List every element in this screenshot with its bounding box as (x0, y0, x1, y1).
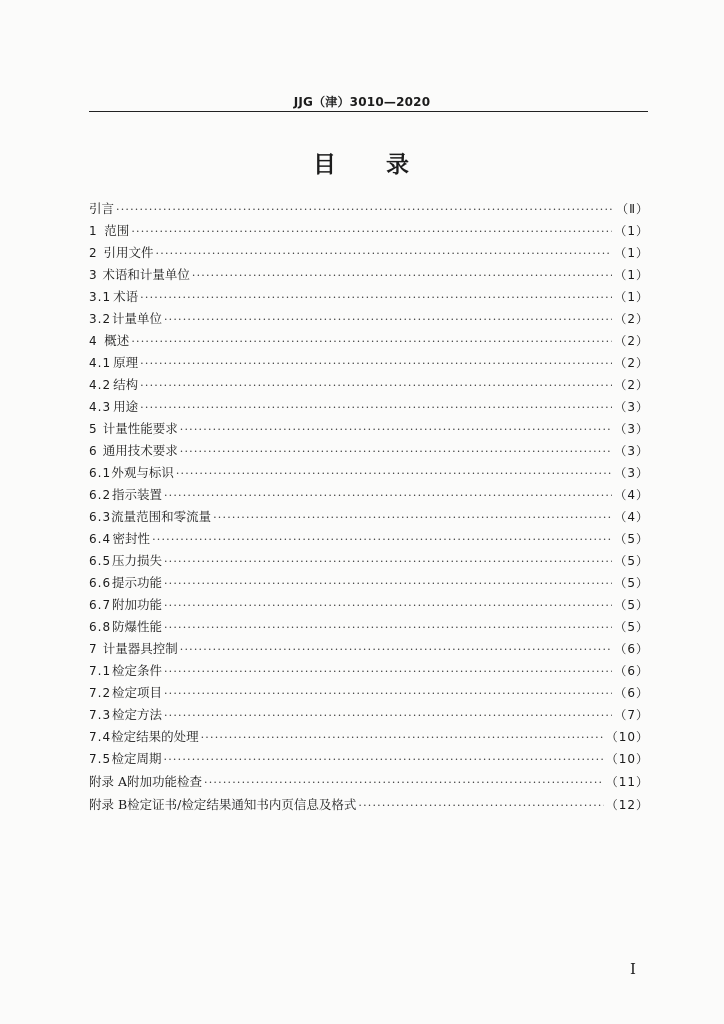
toc-entry-title: 附加功能检查 (127, 774, 203, 789)
toc-entry-page: （10） (605, 730, 649, 744)
toc-entry-page: （5） (614, 598, 649, 612)
toc-leader-dots (140, 287, 612, 309)
toc-entry-page: （5） (614, 554, 649, 568)
page-number: I (630, 960, 636, 978)
toc-entry-title: 检定周期 (111, 751, 162, 766)
toc-leader-dots (164, 595, 612, 617)
toc-entry[interactable] (89, 198, 649, 220)
toc-entry-page: （11） (605, 775, 649, 789)
toc-entry-number: 7.1 (89, 664, 112, 678)
toc-leader-dots (164, 683, 612, 705)
toc-entry[interactable] (89, 330, 649, 352)
toc-leader-dots (116, 199, 614, 221)
toc-entry-title: 引言 (89, 201, 115, 216)
toc-entry-number: 附录 B (89, 797, 128, 812)
toc-entry[interactable] (89, 594, 649, 616)
toc-entry-page: （1） (614, 290, 649, 304)
toc-entry[interactable] (89, 418, 649, 440)
document-header: JJG（津）3010—2020 (293, 95, 431, 109)
toc-leader-dots (156, 243, 613, 265)
toc-entry[interactable] (89, 352, 649, 374)
toc-entry-title: 检定证书/检定结果通知书内页信息及格式 (127, 797, 357, 812)
toc-entry-title: 防爆性能 (111, 619, 162, 634)
toc-entry-title: 计量性能要求 (102, 421, 178, 436)
toc-entry[interactable] (89, 242, 649, 264)
toc-entry-number: 4.1 (89, 356, 112, 370)
toc-entry-page: （2） (614, 356, 649, 370)
toc-entry-page: （6） (614, 642, 649, 656)
toc-entry[interactable] (89, 748, 649, 770)
toc-entry-page: （3） (614, 466, 649, 480)
toc-entry[interactable] (89, 704, 649, 726)
toc-entry-page: （Ⅱ） (616, 202, 649, 216)
toc-entry-title: 范围 (104, 223, 130, 238)
toc-entry-page: （12） (605, 798, 649, 812)
toc-entry-page: （1） (614, 224, 649, 238)
toc-entry[interactable] (89, 462, 649, 484)
toc-leader-dots (192, 265, 612, 287)
toc-entry-number: 7 (89, 642, 98, 656)
toc-entry[interactable] (89, 506, 649, 528)
toc-entry-page: （4） (614, 510, 649, 524)
toc-entry-title: 检定项目 (111, 685, 162, 700)
toc-leader-dots (164, 309, 612, 331)
toc-entry-number: 附录 A (89, 774, 128, 789)
toc-entry-page: （5） (614, 620, 649, 634)
toc-leader-dots (164, 705, 612, 727)
toc-entry-page: （3） (614, 422, 649, 436)
toc-entry-page: （5） (614, 576, 649, 590)
toc-leader-dots (152, 529, 612, 551)
toc-entry-title: 概述 (104, 333, 130, 348)
toc-leader-dots (180, 639, 613, 661)
toc-entry-page: （2） (614, 378, 649, 392)
toc-entry-page: （10） (605, 752, 649, 766)
toc-leader-dots (180, 441, 613, 463)
toc-entry-number: 2 (89, 246, 98, 260)
toc-entry-number: 3 (89, 268, 98, 282)
toc-entry-title: 计量单位 (111, 311, 162, 326)
toc-entry-title: 术语和计量单位 (102, 267, 190, 282)
toc-entry-number: 7.5 (89, 752, 112, 766)
toc-entry[interactable] (89, 638, 649, 660)
toc-entry-number: 6.7 (89, 598, 112, 612)
toc-leader-dots (140, 375, 612, 397)
toc-entry-title: 密封性 (112, 531, 151, 546)
toc-entry[interactable] (89, 440, 649, 462)
toc-entry-number: 6.3 (89, 510, 112, 524)
toc-entry[interactable] (89, 572, 649, 594)
toc-entry[interactable] (89, 660, 649, 682)
toc-entry-number: 1 (89, 224, 98, 238)
toc-entry[interactable] (89, 220, 649, 242)
toc-entry[interactable] (89, 484, 649, 506)
toc-entry-title: 计量器具控制 (102, 641, 178, 656)
toc-entry-number: 6.8 (89, 620, 112, 634)
toc-entry-page: （1） (614, 268, 649, 282)
toc-entry-title: 通用技术要求 (102, 443, 178, 458)
toc-entry-page: （3） (614, 400, 649, 414)
toc-leader-dots (204, 771, 604, 794)
toc-entry-number: 6.5 (89, 554, 112, 568)
toc-entry-title: 指示装置 (111, 487, 162, 502)
toc-leader-dots (131, 221, 612, 243)
toc-entry-number: 7.3 (89, 708, 112, 722)
toc-entry-title: 检定条件 (111, 663, 162, 678)
toc-entry-title: 用途 (113, 399, 139, 414)
toc-entry-title: 原理 (113, 355, 139, 370)
toc-leader-dots (201, 727, 604, 749)
toc-entry-title: 外观与标识 (111, 465, 174, 480)
toc-entry-title: 提示功能 (111, 575, 162, 590)
toc-entry-number: 6.1 (89, 466, 112, 480)
header-divider (89, 111, 648, 112)
page-title: 目 录 (312, 152, 411, 178)
toc-entry-title: 检定方法 (111, 707, 162, 722)
toc-entry-number: 6 (89, 444, 98, 458)
toc-entry-number: 4 (89, 334, 98, 348)
toc-leader-dots (176, 463, 613, 485)
toc-leader-dots (164, 551, 612, 573)
toc-entry-number: 6.4 (89, 532, 112, 546)
toc-leader-dots (164, 749, 604, 771)
toc-leader-dots (131, 331, 612, 353)
toc-leader-dots (180, 419, 613, 441)
toc-entry[interactable] (89, 550, 649, 572)
toc-leader-dots (164, 485, 612, 507)
toc-entry-title: 压力损失 (111, 553, 162, 568)
toc-entry-title: 引用文件 (103, 245, 154, 260)
toc-entry[interactable] (89, 682, 649, 704)
toc-entry-number: 3.1 (89, 290, 112, 304)
toc-leader-dots (140, 397, 612, 419)
toc-entry-page: （2） (614, 312, 649, 326)
toc-entry[interactable] (89, 770, 649, 793)
toc-entry-number: 6.2 (89, 488, 112, 502)
toc-entry-page: （1） (614, 246, 649, 260)
toc-entry-number: 4.2 (89, 378, 112, 392)
toc-entry-title: 术语 (113, 289, 139, 304)
toc-entry-number: 7.4 (89, 730, 112, 744)
table-of-contents (89, 198, 649, 816)
toc-entry-number: 7.2 (89, 686, 112, 700)
toc-entry-page: （5） (614, 532, 649, 546)
toc-entry[interactable] (89, 286, 649, 308)
toc-leader-dots (164, 661, 612, 683)
toc-entry[interactable] (89, 308, 649, 330)
toc-entry[interactable] (89, 793, 649, 816)
toc-entry-number: 3.2 (89, 312, 112, 326)
toc-entry-page: （3） (614, 444, 649, 458)
toc-entry-number: 5 (89, 422, 98, 436)
toc-leader-dots (164, 573, 612, 595)
toc-entry-title: 附加功能 (111, 597, 162, 612)
toc-entry-page: （7） (614, 708, 649, 722)
toc-leader-dots (358, 794, 603, 817)
toc-leader-dots (213, 507, 612, 529)
toc-entry[interactable] (89, 616, 649, 638)
toc-leader-dots (140, 353, 612, 375)
toc-entry[interactable] (89, 264, 649, 286)
toc-entry-number: 4.3 (89, 400, 112, 414)
toc-entry[interactable] (89, 396, 649, 418)
toc-entry-page: （2） (614, 334, 649, 348)
toc-entry-page: （4） (614, 488, 649, 502)
toc-entry-title: 检定结果的处理 (111, 729, 199, 744)
toc-entry[interactable] (89, 726, 649, 748)
toc-entry-number: 6.6 (89, 576, 112, 590)
toc-leader-dots (164, 617, 612, 639)
toc-entry-page: （6） (614, 686, 649, 700)
toc-entry-page: （6） (614, 664, 649, 678)
toc-entry-title: 流量范围和零流量 (111, 509, 212, 524)
toc-entry[interactable] (89, 528, 649, 550)
toc-entry[interactable] (89, 374, 649, 396)
toc-entry-title: 结构 (113, 377, 139, 392)
